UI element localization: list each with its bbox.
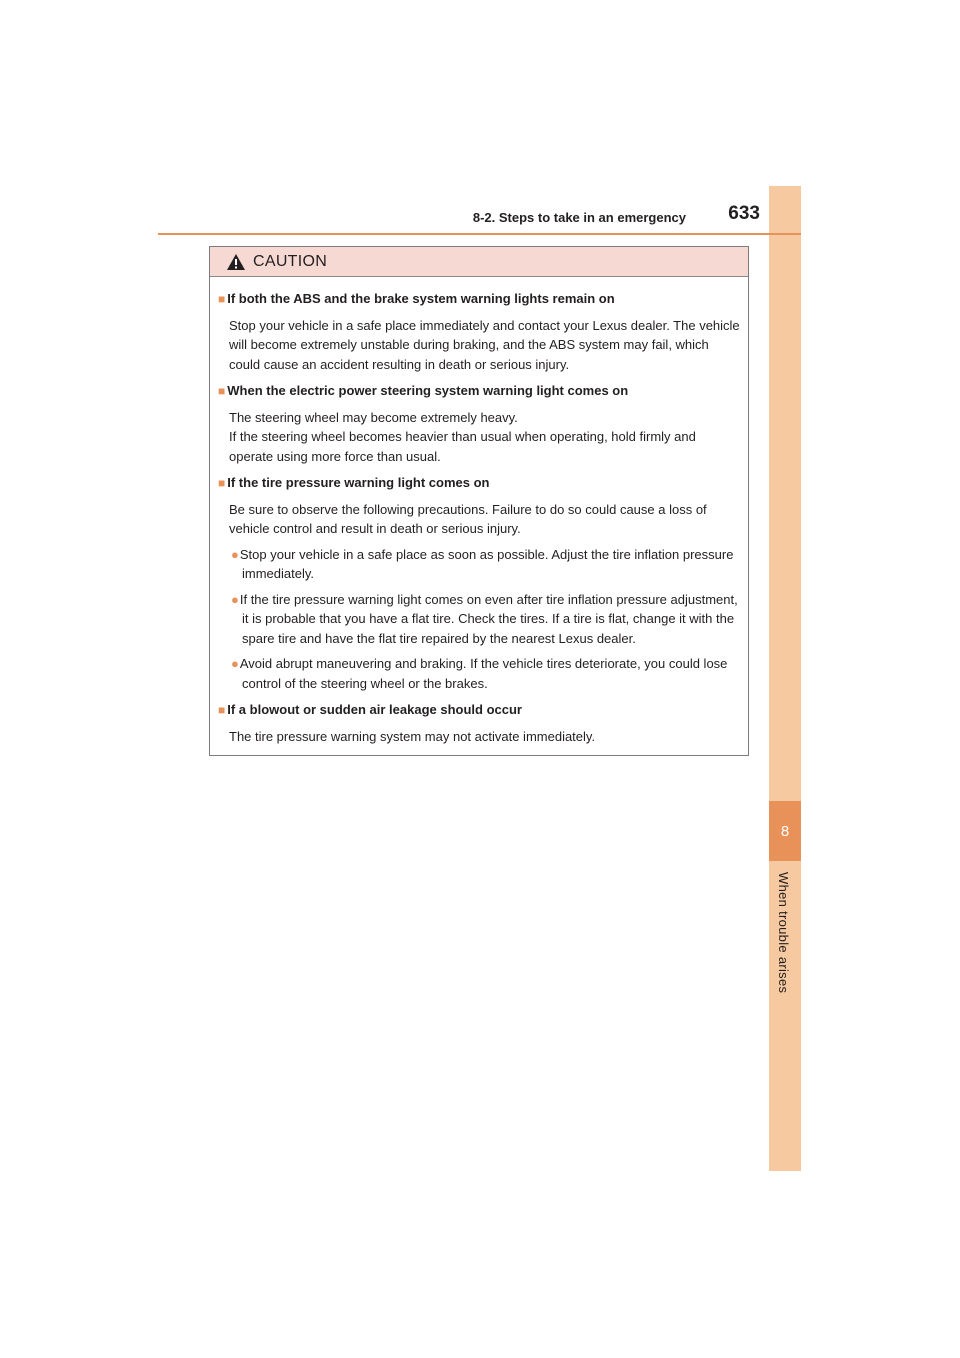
caution-paragraph-line: If the steering wheel becomes heavier than usual when operating, hold firmly and operate using more force than usual. [229, 429, 696, 464]
circle-bullet-icon: ● [231, 591, 239, 607]
caution-box [209, 246, 749, 756]
caution-item-heading [218, 381, 742, 402]
caution-bullet [231, 545, 742, 584]
caution-body [210, 277, 748, 746]
caution-bullet-text: Avoid abrupt maneuvering and braking. If the vehicle tires deteriorate, you could lose control of the steering wheel or the brakes. [239, 656, 728, 691]
caution-bullet [231, 590, 742, 649]
caution-paragraph [229, 408, 742, 467]
caution-item-heading [218, 700, 742, 721]
caution-bullet-text: Stop your vehicle in a safe place as soon as possible. Adjust the tire inflation pressure immediately. [239, 546, 734, 581]
caution-item-heading-text: When the electric power steering system warning light comes on [227, 383, 629, 398]
caution-item-heading-text: If a blowout or sudden air leakage should occur [227, 702, 522, 717]
side-tab-strip [769, 186, 801, 1171]
chapter-title: When trouble arises [776, 872, 791, 994]
square-bullet-icon: ■ [218, 703, 226, 717]
caution-label: CAUTION [253, 252, 328, 270]
page-number: 633 [728, 203, 760, 224]
caution-paragraph: Stop your vehicle in a safe place immediately and contact your Lexus dealer. The vehicle will become extremely unstable during braking, and the ABS system may fail, which could cause an accident resulting in death or serious injury. [229, 317, 740, 372]
circle-bullet-icon: ● [231, 656, 239, 671]
square-bullet-icon: ■ [218, 476, 226, 490]
header-rule [158, 233, 801, 235]
caution-bullet-text: If the tire pressure warning light comes on even after tire inflation pressure adjustment, it is probable that you have a flat tire. Check the tires. If a tire is flat, change it with the spare tire and have the flat tire repaired by the nearest Lexus dealer. [239, 591, 738, 646]
chapter-number-tab [769, 801, 801, 861]
square-bullet-icon: ■ [218, 384, 226, 398]
section-title: 8-2. Steps to take in an emergency [472, 210, 686, 225]
chapter-number: 8 [780, 822, 790, 840]
caution-header [210, 247, 748, 277]
caution-paragraph: The tire pressure warning system may not activate immediately. [229, 728, 596, 744]
circle-bullet-icon: ● [231, 546, 239, 562]
caution-item-heading-text: If the tire pressure warning light comes on [227, 475, 490, 490]
caution-item-heading [218, 289, 742, 310]
caution-paragraph-line: The steering wheel may become extremely heavy. [229, 409, 518, 425]
square-bullet-icon: ■ [218, 292, 226, 306]
caution-bullet [231, 654, 742, 693]
caution-paragraph: Be sure to observe the following precautions. Failure to do so could cause a loss of vehicle control and result in death or serious injury. [229, 501, 707, 536]
caution-item-heading-text: If both the ABS and the brake system warning lights remain on [227, 291, 615, 306]
caution-item-heading [218, 473, 742, 494]
warning-triangle-icon [226, 253, 246, 271]
